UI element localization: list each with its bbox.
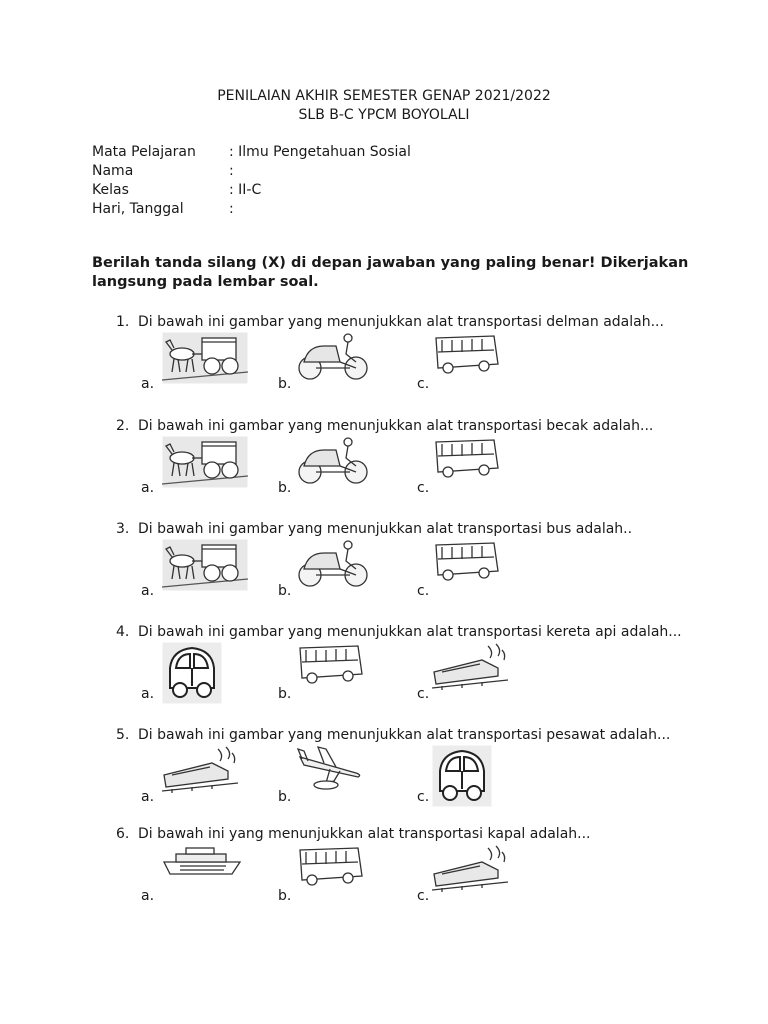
info-value: : bbox=[229, 201, 234, 217]
question-3 bbox=[116, 521, 736, 537]
question-4 bbox=[116, 624, 736, 640]
question-text: Di bawah ini gambar yang menunjukkan alat transportasi bus adalah.. bbox=[138, 521, 633, 537]
delman-image bbox=[162, 539, 248, 591]
info-value: : II-C bbox=[229, 182, 262, 198]
option-a[interactable]: a. bbox=[141, 789, 155, 805]
option-b[interactable]: b. bbox=[278, 480, 292, 496]
question-text: Di bawah ini yang menunjukkan alat transportasi kapal adalah... bbox=[138, 826, 591, 842]
question-text: Di bawah ini gambar yang menunjukkan alat transportasi kereta api adalah... bbox=[138, 624, 682, 640]
question-number: 3. bbox=[116, 521, 130, 537]
question-number: 6. bbox=[116, 826, 130, 842]
becak-image bbox=[296, 539, 372, 591]
option-a[interactable]: a. bbox=[141, 686, 155, 702]
option-c[interactable]: c. bbox=[417, 376, 430, 392]
becak-image bbox=[296, 436, 372, 488]
option-b[interactable]: b. bbox=[278, 376, 292, 392]
becak-image bbox=[296, 332, 372, 384]
question-text: Di bawah ini gambar yang menunjukkan alat transportasi pesawat adalah... bbox=[138, 727, 671, 743]
school-name: SLB B-C YPCM BOYOLALI bbox=[298, 107, 470, 123]
delman-image bbox=[162, 332, 248, 384]
bus-image bbox=[296, 642, 364, 686]
train-image bbox=[162, 745, 238, 793]
option-a[interactable]: a. bbox=[141, 583, 155, 599]
option-b[interactable]: b. bbox=[278, 888, 292, 904]
option-b[interactable]: b. bbox=[278, 583, 292, 599]
airplane-image bbox=[296, 745, 366, 791]
ship-image bbox=[162, 844, 242, 880]
option-c[interactable]: c. bbox=[417, 789, 430, 805]
info-label: Hari, Tanggal bbox=[92, 201, 184, 217]
info-value: : bbox=[229, 163, 234, 179]
bus-image bbox=[432, 332, 500, 376]
info-row-name bbox=[92, 163, 411, 182]
info-row-class bbox=[92, 182, 411, 201]
question-2 bbox=[116, 418, 736, 434]
info-label: Kelas bbox=[92, 182, 129, 198]
exam-title: PENILAIAN AKHIR SEMESTER GENAP 2021/2022 bbox=[217, 88, 551, 104]
question-number: 4. bbox=[116, 624, 130, 640]
info-row-date bbox=[92, 201, 411, 220]
option-b[interactable]: b. bbox=[278, 686, 292, 702]
bus-image bbox=[432, 539, 500, 583]
option-a[interactable]: a. bbox=[141, 376, 155, 392]
instruction: Berilah tanda silang (X) di depan jawaban yang paling benar! Dikerjakan langsung pada lembar soal. bbox=[92, 255, 689, 290]
bus-image bbox=[296, 844, 364, 888]
info-label: Nama bbox=[92, 163, 134, 179]
option-a[interactable]: a. bbox=[141, 480, 155, 496]
car-image bbox=[432, 745, 492, 807]
question-text: Di bawah ini gambar yang menunjukkan alat transportasi becak adalah... bbox=[138, 418, 654, 434]
train-image bbox=[432, 642, 508, 690]
info-row-subject bbox=[92, 144, 411, 163]
question-number: 2. bbox=[116, 418, 130, 434]
delman-image bbox=[162, 436, 248, 488]
question-6 bbox=[116, 826, 736, 842]
question-number: 5. bbox=[116, 727, 130, 743]
question-1 bbox=[116, 314, 736, 330]
question-text: Di bawah ini gambar yang menunjukkan alat transportasi delman adalah... bbox=[138, 314, 664, 330]
option-c[interactable]: c. bbox=[417, 686, 430, 702]
info-value: : Ilmu Pengetahuan Sosial bbox=[229, 144, 411, 160]
option-b[interactable]: b. bbox=[278, 789, 292, 805]
option-c[interactable]: c. bbox=[417, 583, 430, 599]
bus-image bbox=[432, 436, 500, 480]
option-a[interactable]: a. bbox=[141, 888, 155, 904]
option-c[interactable]: c. bbox=[417, 888, 430, 904]
train-image bbox=[432, 844, 508, 892]
student-info bbox=[92, 144, 411, 220]
question-number: 1. bbox=[116, 314, 130, 330]
car-image bbox=[162, 642, 222, 704]
option-c[interactable]: c. bbox=[417, 480, 430, 496]
info-label: Mata Pelajaran bbox=[92, 144, 196, 160]
question-5 bbox=[116, 727, 736, 743]
